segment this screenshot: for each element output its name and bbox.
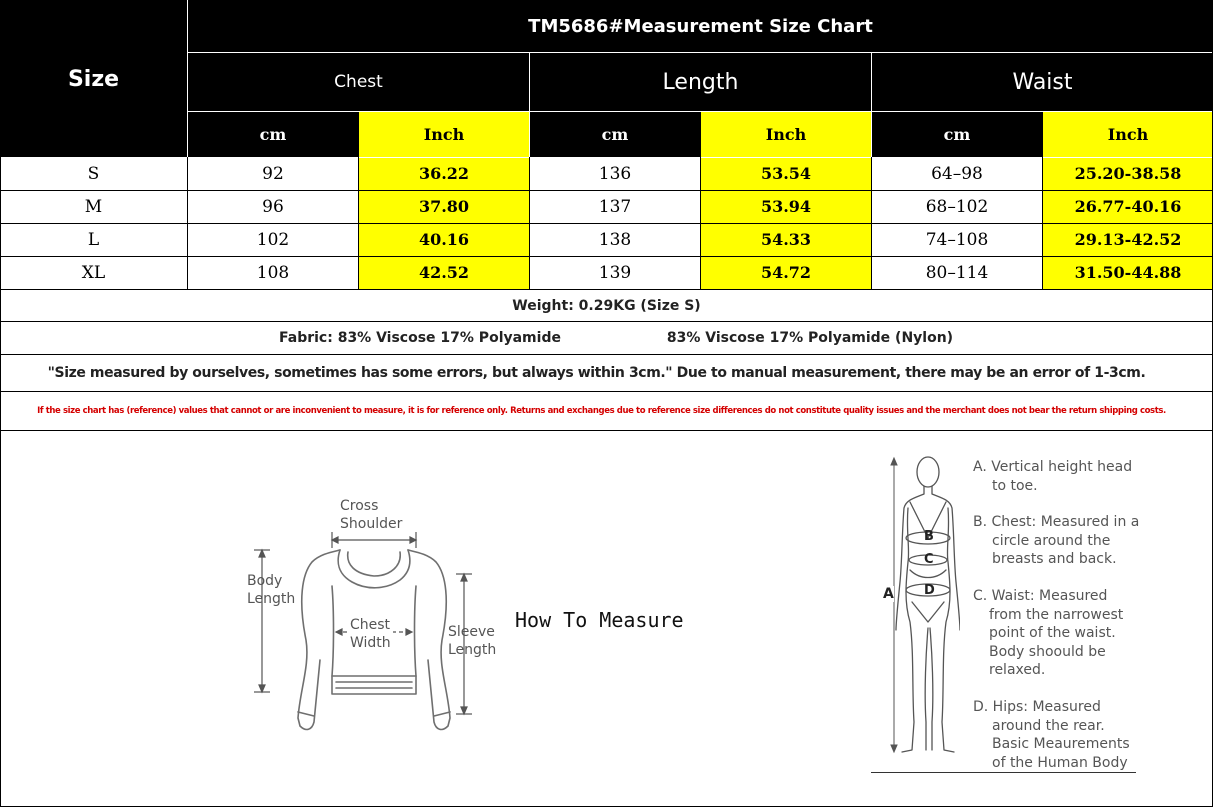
unit-length-cm: cm [601,125,629,144]
weight-note: Weight: 0.29KG (Size S) [512,297,701,314]
sleeve-length-label: Sleeve Length [448,624,497,658]
table-row-s-chest-inch: 36.22 [418,164,470,183]
group-header-length: Length [662,69,739,95]
body-length-label: Body Length [247,573,296,607]
fabric-note-right: 83% Viscose 17% Polyamide (Nylon) [666,330,954,346]
description-c: C. Waist: Measured from the narrowest point of the waist. Body shoould be relaxed. [973,588,1124,678]
group-header-waist: Waist [1012,69,1073,95]
table-row-l-waist-cm: 74–108 [925,229,989,250]
unit-length-inch: Inch [701,112,871,157]
table-row-m-length-inch: 53.94 [760,197,812,216]
table-row-s-length-inch: 53.54 [760,164,812,183]
table-row-m-waist-cm: 68–102 [925,196,989,217]
table-row-xl-chest-cm: 108 [256,262,290,283]
unit-waist-inch: Inch [1043,112,1213,157]
letter-b: B [924,529,934,544]
table-row-s-waist-inch: 25.20-38.58 [1074,164,1182,183]
unit-chest-cm: cm [259,125,287,144]
size-header: Size [67,66,120,92]
table-row-xl-size: XL [81,262,106,283]
unit-waist-cm: cm [943,125,971,144]
description-b: B. Chest: Measured in a circle around the breasts and back. [973,514,1140,567]
table-row-xl-waist-cm: 80–114 [925,262,989,283]
table-row-l-length-inch: 54.33 [760,230,812,249]
table-row-l-length-cm: 138 [598,229,632,250]
unit-chest-inch: Inch [359,112,529,157]
chest-width-label: Chest Width [350,617,391,651]
how-to-measure-heading: How To Measure [515,608,684,632]
table-row-m-length-cm: 137 [598,196,632,217]
table-row-m-size: M [84,196,103,217]
table-row-s-length-cm: 136 [598,163,632,184]
table-row-l-waist-inch: 29.13-42.52 [1074,230,1182,249]
table-row-xl-length-cm: 139 [598,262,632,283]
disclaimer-note: If the size chart has (reference) values that cannot or are inconvenient to measure, it is for reference only. Returns and exchanges due to reference size differences do not constitute quality issues and the merchant does not bear the return shipping costs. [37,406,1166,416]
table-row-l-size: L [87,229,100,250]
page-title: TM5686#Measurement Size Chart [528,15,873,37]
description-a: A. Vertical height head to toe. [973,459,1133,494]
cross-shoulder-label: Cross Shoulder [340,498,403,532]
table-row-xl-waist-inch: 31.50-44.88 [1074,263,1182,282]
measurement-note: "Size measured by ourselves, sometimes has some errors, but always within 3cm." Due to manual measurement, there may be an error of 1-3cm. [47,365,1146,381]
table-row-l-chest-inch: 40.16 [418,230,470,249]
table-row-m-chest-cm: 96 [262,196,284,217]
table-row-xl-length-inch: 54.72 [760,263,812,282]
body-figure-sketch [880,452,960,762]
table-row-m-waist-inch: 26.77-40.16 [1074,197,1182,216]
table-row-l-chest-cm: 102 [256,229,290,250]
table-row-s-size: S [87,163,100,184]
letter-a: A [883,586,894,602]
description-d: D. Hips: Measured around the rear. Basic Meaurements of the Human Body [973,699,1130,771]
table-row-m-chest-inch: 37.80 [418,197,470,216]
figure-baseline [871,772,1136,773]
table-row-xl-chest-inch: 42.52 [418,263,470,282]
letter-d: D [924,583,935,598]
letter-c: C [924,552,934,567]
fabric-note-left: Fabric: 83% Viscose 17% Polyamide [279,330,561,346]
group-header-chest: Chest [334,72,383,92]
table-row-s-chest-cm: 92 [262,163,284,184]
table-row-s-waist-cm: 64–98 [931,163,983,184]
